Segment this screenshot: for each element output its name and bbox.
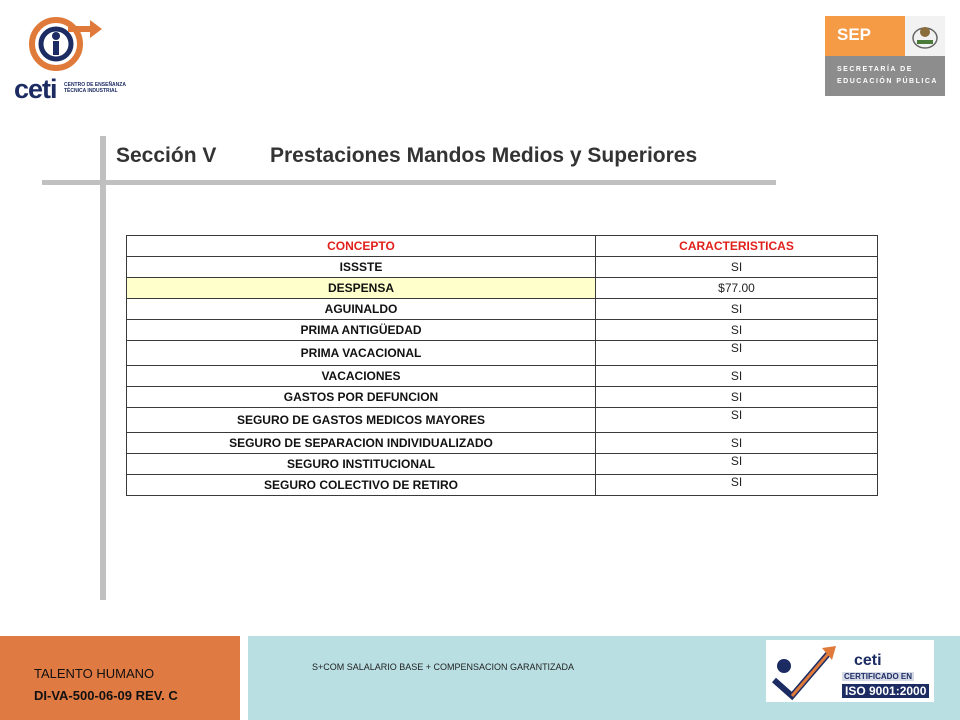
table-header-row: [127, 236, 878, 257]
cert-line-1: CERTIFICADO EN: [844, 672, 912, 681]
row-caracteristicas: SI: [596, 320, 878, 341]
table-row: [127, 257, 878, 278]
ceti-wordmark: ceti: [14, 74, 57, 104]
row-caracteristicas: SI: [596, 433, 878, 454]
table-row: [127, 299, 878, 320]
table-row: [127, 475, 878, 496]
benefits-table: [126, 235, 878, 496]
mexico-eagle-icon: [905, 16, 945, 56]
ceti-subtitle: CENTRO DE ENSEÑANZA TÉCNICA INDUSTRIAL: [64, 82, 126, 94]
row-concepto: SEGURO DE SEPARACION INDIVIDUALIZADO: [127, 433, 596, 454]
row-caracteristicas: SI: [596, 366, 878, 387]
row-concepto: AGUINALDO: [127, 299, 596, 320]
sep-wordmark: SEP: [837, 25, 872, 44]
sep-line-2: EDUCACIÓN PÚBLICA: [837, 78, 938, 85]
table-row: [127, 433, 878, 454]
row-concepto: PRIMA VACACIONAL: [127, 341, 596, 366]
ceti-logo: [12, 14, 136, 104]
header-caracteristicas: CARACTERISTICAS: [596, 236, 878, 257]
row-caracteristicas: $77.00: [596, 278, 878, 299]
vertical-divider: [100, 136, 106, 600]
row-caracteristicas: SI: [596, 408, 878, 433]
footer-department: TALENTO HUMANO: [34, 666, 155, 681]
table-row: [127, 341, 878, 366]
table-row: [127, 320, 878, 341]
cert-line-2: ISO 9001:2000: [842, 684, 929, 698]
table-row: [127, 366, 878, 387]
row-concepto: SEGURO COLECTIVO DE RETIRO: [127, 475, 596, 496]
row-concepto: VACACIONES: [127, 366, 596, 387]
row-caracteristicas: SI: [596, 475, 878, 496]
sep-line-1: SECRETARÍA DE: [837, 66, 913, 73]
table-row: [127, 454, 878, 475]
sep-logo: [825, 16, 945, 96]
table-row: [127, 387, 878, 408]
row-caracteristicas: SI: [596, 257, 878, 278]
page-title: Prestaciones Mandos Medios y Superiores: [270, 144, 698, 167]
checkmark-arrow-icon: [766, 640, 842, 702]
row-concepto: SEGURO DE GASTOS MEDICOS MAYORES: [127, 408, 596, 433]
footer-left-panel: [0, 636, 240, 720]
footer-document-code: DI-VA-500-06-09 REV. C: [34, 688, 178, 703]
row-concepto: GASTOS POR DEFUNCION: [127, 387, 596, 408]
horizontal-divider: [42, 180, 776, 185]
row-concepto: PRIMA ANTIGÜEDAD: [127, 320, 596, 341]
row-caracteristicas: SI: [596, 387, 878, 408]
cert-ceti-wordmark: ceti: [854, 652, 882, 669]
row-caracteristicas: SI: [596, 454, 878, 475]
row-concepto: SEGURO INSTITUCIONAL: [127, 454, 596, 475]
header-concepto: CONCEPTO: [127, 236, 596, 257]
row-concepto: DESPENSA: [127, 278, 596, 299]
iso-certification-badge: [766, 640, 934, 702]
ceti-emblem-icon: [12, 14, 136, 74]
row-caracteristicas: SI: [596, 299, 878, 320]
table-row: [127, 408, 878, 433]
row-concepto: ISSSTE: [127, 257, 596, 278]
footer-note: S+COM SALALARIO BASE + COMPENSACION GARANTIZADA: [312, 662, 575, 672]
section-number: Sección V: [116, 144, 217, 167]
row-caracteristicas: SI: [596, 341, 878, 366]
table-row: [127, 278, 878, 299]
